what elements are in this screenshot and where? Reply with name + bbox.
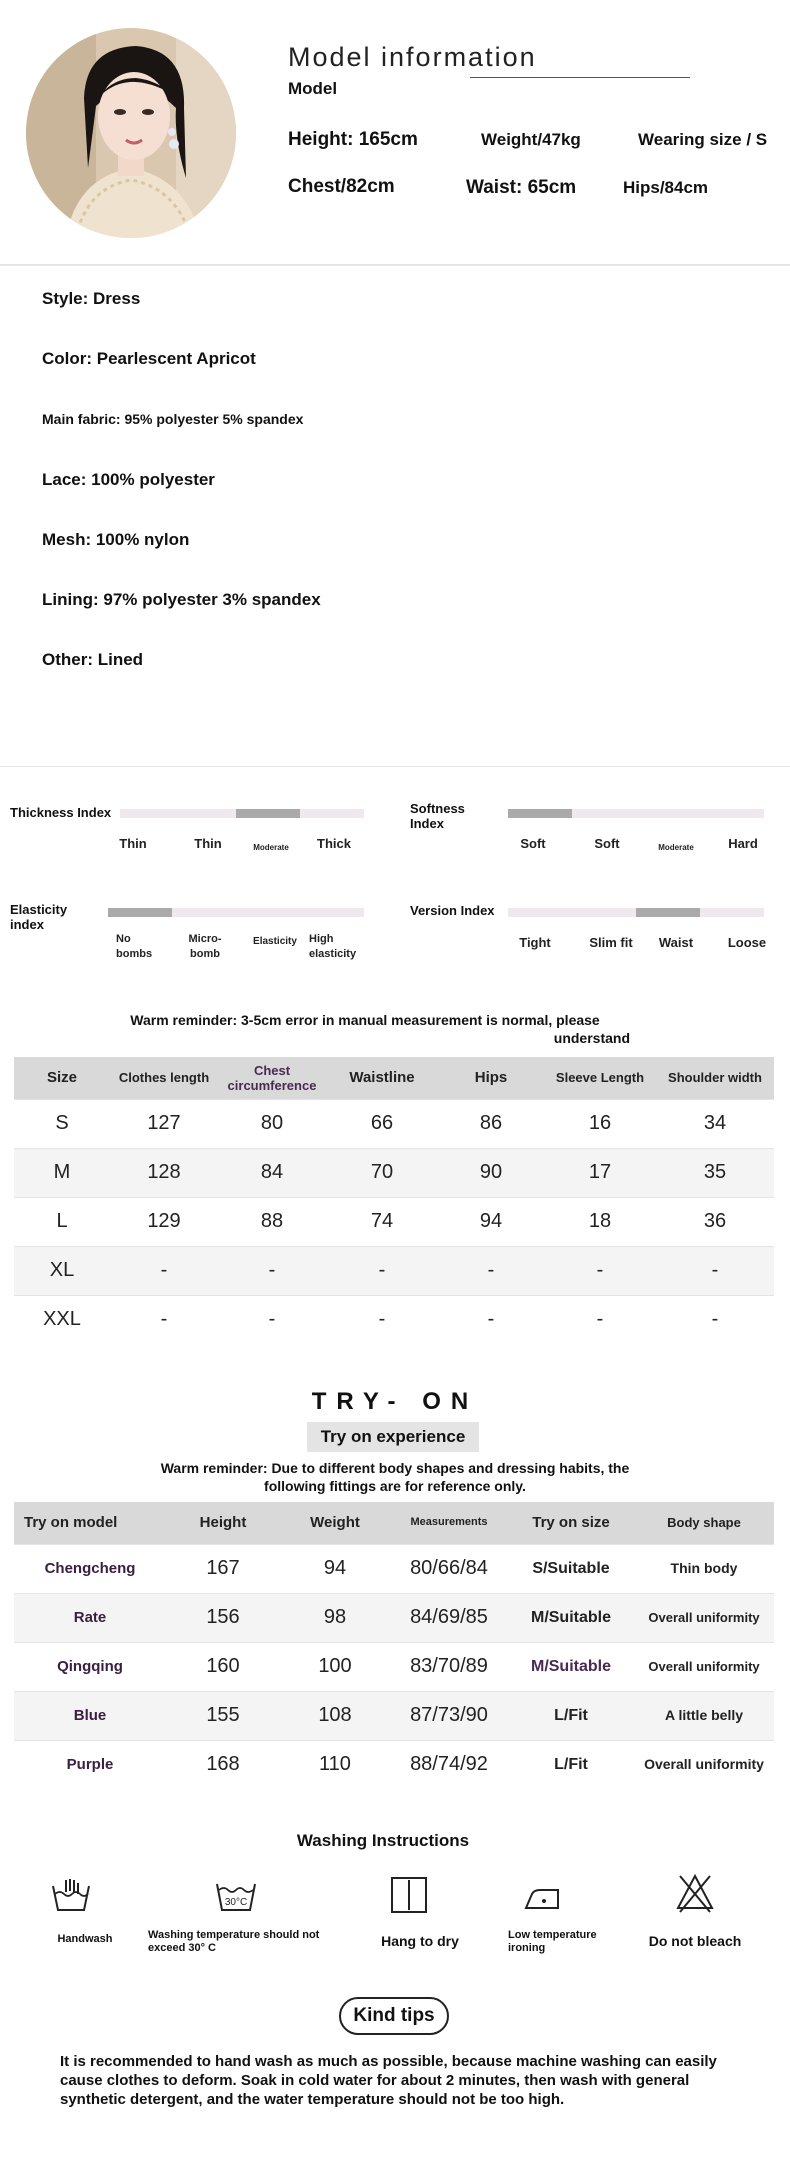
table-cell: 160	[166, 1642, 280, 1691]
elasticity-tick-line: No	[116, 933, 131, 945]
table-cell: 70	[326, 1148, 438, 1197]
table-cell: 90	[438, 1148, 544, 1197]
model-label: Model	[288, 79, 338, 98]
size-header-cell: Chest circumference	[218, 1057, 326, 1099]
elasticity-index-bar	[108, 908, 364, 917]
model-chest: Chest/82cm	[288, 176, 395, 197]
model-height: Height: 165cm	[288, 129, 418, 150]
softness-tick: Moderate	[658, 843, 694, 852]
table-cell: -	[326, 1246, 438, 1295]
spec-lace: Lace: 100% polyester	[42, 470, 215, 489]
elasticity-tick	[180, 932, 230, 962]
size-table-header	[14, 1057, 774, 1099]
table-cell: -	[656, 1295, 774, 1344]
wash-temperature-text: 30°C	[224, 1897, 248, 1908]
elasticity-label-line: Elasticity	[10, 902, 68, 917]
version-tick: Slim fit	[589, 935, 633, 950]
table-cell: 129	[110, 1197, 218, 1246]
model-avatar	[26, 28, 236, 238]
elasticity-tick: Elasticity	[253, 936, 297, 947]
table-cell: Overall uniformity	[634, 1593, 774, 1642]
table-cell: 84	[218, 1148, 326, 1197]
elasticity-tick-line: High	[309, 933, 334, 945]
table-cell: 156	[166, 1593, 280, 1642]
tryon-header-cell: Height	[166, 1502, 280, 1544]
table-cell: 168	[166, 1740, 280, 1789]
table-row	[14, 1642, 774, 1691]
version-index-fill	[636, 908, 700, 917]
low-temp-iron-icon	[522, 1876, 564, 1923]
spec-lining: Lining: 97% polyester 3% spandex	[42, 590, 321, 609]
tryon-model-name: Chengcheng	[14, 1544, 166, 1593]
table-cell: S/Suitable	[508, 1544, 634, 1593]
table-cell: 17	[544, 1148, 656, 1197]
softness-label-line: Index	[410, 816, 444, 831]
table-row	[14, 1099, 774, 1148]
table-cell: -	[218, 1246, 326, 1295]
tryon-header-cell: Weight	[280, 1502, 390, 1544]
softness-index-label	[410, 801, 465, 831]
thickness-tick: Thick	[317, 836, 351, 851]
table-cell: -	[656, 1246, 774, 1295]
tryon-model-name: Purple	[14, 1740, 166, 1789]
elasticity-tick-line: bombs	[116, 948, 153, 960]
table-row	[14, 1246, 774, 1295]
softness-label-line: Softness	[410, 801, 465, 816]
tryon-header-cell: Try on model	[14, 1502, 166, 1544]
thickness-tick: Moderate	[253, 843, 289, 852]
thickness-index-label: Thickness Index	[10, 805, 112, 820]
model-hips: Hips/84cm	[623, 178, 709, 197]
elasticity-tick	[309, 932, 379, 962]
size-header-cell: Hips	[438, 1057, 544, 1099]
table-row	[14, 1197, 774, 1246]
softness-tick: Hard	[728, 836, 758, 851]
table-cell: L/Fit	[508, 1691, 634, 1740]
table-row	[14, 1740, 774, 1789]
spec-other: Other: Lined	[42, 650, 144, 669]
table-cell: -	[110, 1246, 218, 1295]
version-index-label: Version Index	[410, 903, 495, 918]
model-waist: Waist: 65cm	[466, 177, 577, 198]
thickness-index-fill	[236, 809, 300, 818]
wash-label: Do not bleach	[648, 1933, 742, 1949]
table-row	[14, 1148, 774, 1197]
tryon-table	[14, 1502, 774, 1789]
table-cell: 34	[656, 1099, 774, 1148]
elasticity-tick-line: bomb	[190, 948, 220, 960]
tryon-reminder-line: Warm reminder: Due to different body shapes and dressing habits, the	[160, 1460, 630, 1476]
wash-label: Low temperature ironing	[508, 1929, 597, 1954]
table-row	[14, 1295, 774, 1344]
version-tick: Tight	[519, 935, 551, 950]
table-cell: 88/74/92	[390, 1740, 508, 1789]
tryon-table-header	[14, 1502, 774, 1544]
softness-tick: Soft	[594, 836, 620, 851]
wash-label: Hang to dry	[381, 1933, 459, 1949]
spec-style: Style: Dress	[42, 289, 141, 308]
washing-title: Washing Instructions	[296, 1831, 470, 1850]
softness-index-bar	[508, 809, 764, 818]
table-cell: -	[110, 1295, 218, 1344]
softness-index-fill	[508, 809, 572, 818]
size-table	[14, 1057, 774, 1344]
table-cell: M/Suitable	[508, 1642, 634, 1691]
size-header-cell: Sleeve Length	[544, 1057, 656, 1099]
wash-label: Washing temperature should not exceed 30° C	[148, 1929, 320, 1954]
softness-tick: Soft	[520, 836, 546, 851]
table-cell: XL	[14, 1246, 110, 1295]
hang-dry-icon	[388, 1874, 430, 1921]
elasticity-index-fill	[108, 908, 172, 917]
table-cell: 83/70/89	[390, 1642, 508, 1691]
table-cell: 84/69/85	[390, 1593, 508, 1642]
size-header-cell: Waistline	[326, 1057, 438, 1099]
table-cell: 128	[110, 1148, 218, 1197]
table-cell: 167	[166, 1544, 280, 1593]
size-header-cell: Size	[14, 1057, 110, 1099]
size-header-cell: Shoulder width	[656, 1057, 774, 1099]
table-cell: XXL	[14, 1295, 110, 1344]
table-cell: L/Fit	[508, 1740, 634, 1789]
table-row	[14, 1691, 774, 1740]
table-cell: 94	[438, 1197, 544, 1246]
table-cell: 86	[438, 1099, 544, 1148]
table-cell: 127	[110, 1099, 218, 1148]
table-cell: -	[218, 1295, 326, 1344]
kind-tips-label: Kind tips	[339, 1997, 449, 2035]
elasticity-tick	[100, 932, 160, 962]
table-cell: -	[326, 1295, 438, 1344]
table-cell: L	[14, 1197, 110, 1246]
table-cell: 35	[656, 1148, 774, 1197]
section-divider	[0, 264, 790, 266]
thickness-index-bar	[120, 809, 364, 818]
title-underline	[470, 77, 690, 78]
elasticity-tick-line: elasticity	[309, 948, 357, 960]
tryon-reminder-line: following fittings are for reference only.	[264, 1478, 526, 1494]
kind-tips-text: It is recommended to hand wash as much as possible, because machine washing can easily cause clothes to deform. Soak in cold water for about 2 minutes, then wash with general synthetic detergent, and the water temperature should not be too high.	[60, 2053, 717, 2108]
size-reminder-line: Warm reminder: 3-5cm error in manual measurement is normal, please	[130, 1012, 600, 1028]
model-info-title: Model information	[288, 42, 537, 72]
spec-color: Color: Pearlescent Apricot	[42, 349, 256, 368]
version-tick: Loose	[727, 935, 767, 950]
table-cell: 155	[166, 1691, 280, 1740]
thickness-tick: Thin	[119, 836, 147, 851]
table-cell: 98	[280, 1593, 390, 1642]
table-cell: M	[14, 1148, 110, 1197]
model-wearing-size: Wearing size / S	[638, 130, 768, 149]
table-cell: A little belly	[634, 1691, 774, 1740]
tryon-model-name: Qingqing	[14, 1642, 166, 1691]
table-cell: 88	[218, 1197, 326, 1246]
table-cell: 110	[280, 1740, 390, 1789]
elasticity-index-label	[10, 902, 67, 932]
tryon-reminder	[120, 1459, 670, 1495]
table-cell: 80	[218, 1099, 326, 1148]
table-cell: Overall uniformity	[634, 1740, 774, 1789]
section-divider	[0, 766, 790, 767]
table-cell: 18	[544, 1197, 656, 1246]
tryon-header-cell: Try on size	[508, 1502, 634, 1544]
version-tick: Waist	[658, 935, 694, 950]
table-cell: 80/66/84	[390, 1544, 508, 1593]
size-reminder-line: understand	[553, 1030, 630, 1046]
table-cell: 36	[656, 1197, 774, 1246]
table-cell: Thin body	[634, 1544, 774, 1593]
table-cell: 87/73/90	[390, 1691, 508, 1740]
table-cell: S	[14, 1099, 110, 1148]
table-row	[14, 1544, 774, 1593]
tryon-model-name: Blue	[14, 1691, 166, 1740]
table-cell: 16	[544, 1099, 656, 1148]
no-bleach-icon	[674, 1872, 716, 1919]
wash-temperature-icon	[215, 1876, 257, 1923]
tryon-subtitle: Try on experience	[307, 1422, 479, 1452]
table-cell: Overall uniformity	[634, 1642, 774, 1691]
spec-mesh: Mesh: 100% nylon	[42, 530, 190, 549]
tryon-header-cell: Body shape	[634, 1502, 774, 1544]
table-cell: -	[544, 1246, 656, 1295]
table-cell: -	[544, 1295, 656, 1344]
version-index-bar	[508, 908, 764, 917]
size-reminder	[100, 1011, 630, 1047]
table-row	[14, 1593, 774, 1642]
wash-label: Handwash	[57, 1933, 113, 1945]
elasticity-tick-line: Micro-	[188, 933, 222, 945]
table-cell: -	[438, 1295, 544, 1344]
model-weight: Weight/47kg	[481, 130, 581, 149]
spec-main-fabric: Main fabric: 95% polyester 5% spandex	[42, 411, 304, 427]
size-header-cell: Clothes length	[110, 1057, 218, 1099]
thickness-tick: Thin	[194, 836, 222, 851]
elasticity-label-line: index	[10, 917, 44, 932]
table-cell: 66	[326, 1099, 438, 1148]
table-cell: M/Suitable	[508, 1593, 634, 1642]
tryon-model-name: Rate	[14, 1593, 166, 1642]
table-cell: 108	[280, 1691, 390, 1740]
table-cell: 74	[326, 1197, 438, 1246]
tryon-header-cell: Measurements	[390, 1502, 508, 1544]
table-cell: -	[438, 1246, 544, 1295]
tryon-title: TRY- ON	[311, 1388, 479, 1415]
handwash-icon	[50, 1876, 92, 1923]
table-cell: 100	[280, 1642, 390, 1691]
table-cell: 94	[280, 1544, 390, 1593]
